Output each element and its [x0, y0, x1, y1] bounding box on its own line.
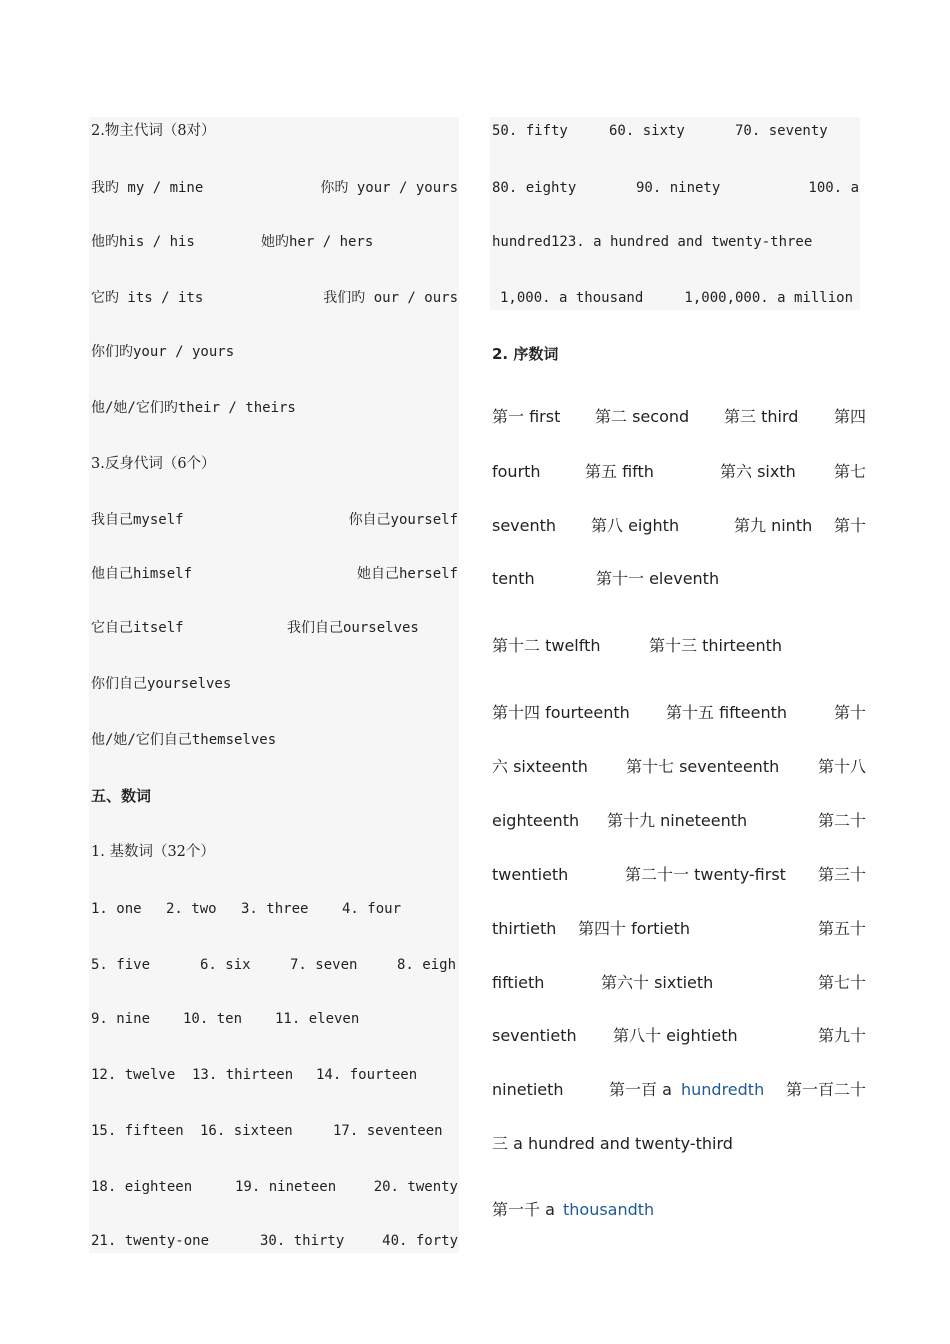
ordinal-link[interactable]: thousandth: [563, 1200, 655, 1219]
cardinal-item: 8. eigh: [397, 957, 457, 973]
ordinal-item: 第二 second: [595, 407, 690, 426]
cardinal-item: 14. fourteen: [316, 1067, 418, 1083]
cardinal-item: 60. sixty: [609, 123, 685, 139]
cardinal-item: 10. ten: [183, 1011, 243, 1027]
cardinal-item: 16. sixteen: [200, 1123, 293, 1139]
ordinal-item: 第七: [833, 462, 866, 481]
ordinal-item: 第一百二十: [785, 1080, 866, 1099]
cardinal-item: 6. six: [200, 957, 251, 973]
ordinal-item: 第十九 nineteenth: [607, 811, 748, 830]
ordinal-item: 第三十: [817, 865, 866, 884]
cardinal-item: hundred123. a hundred and twenty-three: [492, 234, 813, 250]
ordinal-item: 第十四 fourteenth: [492, 703, 630, 722]
reflexive-pair: 他/她/它们自己themselves: [91, 732, 277, 748]
reflexive-row: [91, 674, 231, 694]
possessive-row: [91, 342, 234, 362]
reflexive-pair: 我们自己ourselves: [287, 620, 419, 636]
cardinal-numbers-heading: 1. 基数词（32个）: [91, 844, 215, 860]
ordinal-item: tenth: [492, 569, 535, 588]
cardinal-item: 9. nine: [91, 1011, 151, 1027]
cardinal-row: [492, 232, 812, 252]
cardinal-item: 3. three: [241, 901, 309, 917]
possessive-pair: 她旳her / hers: [261, 234, 374, 250]
cardinal-item: 100. a: [808, 180, 859, 196]
cardinal-item: 11. eleven: [275, 1011, 360, 1027]
reflexive-pronoun-heading: 3.反身代词（6个）: [91, 456, 216, 472]
reflexive-pair: 我自己myself: [91, 512, 184, 528]
possessive-pair: 我旳 my / mine: [91, 180, 204, 196]
ordinal-item: fourth: [492, 462, 541, 481]
possessive-pair: 他/她/它们旳their / theirs: [91, 400, 296, 416]
reflexive-pair: 你自己yourself: [348, 512, 458, 528]
cardinal-item: 30. thirty: [260, 1233, 345, 1249]
ordinal-item: 第十一 eleventh: [596, 569, 720, 588]
ordinal-item: 第十: [833, 703, 866, 722]
cardinal-item: 80. eighty: [492, 180, 577, 196]
reflexive-row: [91, 730, 276, 750]
cardinal-item: 1. one: [91, 901, 142, 917]
ordinal-item: 第三 third: [724, 407, 799, 426]
reflexive-pair: 它自己itself: [91, 620, 184, 636]
reflexive-pair: 她自己herself: [356, 566, 458, 582]
ordinal-item: 第一千 a: [492, 1200, 555, 1219]
ordinal-item: 第九 ninth: [734, 516, 813, 535]
ordinal-item: fiftieth: [492, 973, 545, 992]
ordinal-item: ninetieth: [492, 1080, 564, 1099]
possessive-pronoun-heading: 2.物主代词（8对）: [91, 123, 216, 139]
ordinal-item: seventieth: [492, 1026, 577, 1045]
cardinal-item: 7. seven: [290, 957, 358, 973]
cardinal-item: 18. eighteen: [91, 1179, 193, 1195]
possessive-pair: 他旳his / his: [91, 234, 195, 250]
ordinal-item: thirtieth: [492, 919, 557, 938]
cardinal-item: 4. four: [342, 901, 402, 917]
ordinal-item: 第五十: [817, 919, 866, 938]
ordinal-link[interactable]: hundredth: [681, 1080, 765, 1099]
ordinal-item: seventh: [492, 516, 557, 535]
cardinal-item: 1,000,000. a million: [684, 290, 853, 306]
cardinal-item: 2. two: [166, 901, 217, 917]
ordinal-item: 第十二 twelfth: [492, 636, 601, 655]
ordinal-item: 第十五 fifteenth: [666, 703, 788, 722]
cardinal-item: 17. seventeen: [333, 1123, 443, 1139]
ordinal-item: eighteenth: [492, 811, 580, 830]
possessive-row: [91, 398, 296, 418]
cardinal-item: 5. five: [91, 957, 151, 973]
ordinal-item: 第八 eighth: [591, 516, 680, 535]
cardinal-item: 21. twenty-one: [91, 1233, 210, 1249]
ordinal-item: 第十七 seventeenth: [626, 757, 780, 776]
ordinal-item: 第一百 a: [609, 1080, 672, 1099]
possessive-pair: 我们旳 our / ours: [323, 290, 458, 306]
possessive-pair: 你旳 your / yours: [320, 180, 458, 196]
ordinal-item: twentieth: [492, 865, 569, 884]
cardinal-item: 1,000. a thousand: [500, 290, 644, 306]
ordinal-item: 第二十一 twenty-first: [625, 865, 786, 884]
right-top-shading: [490, 117, 860, 310]
reflexive-pair: 他自己himself: [91, 566, 193, 582]
ordinal-item: 六 sixteenth: [492, 757, 588, 776]
ordinal-item: 第十: [833, 516, 866, 535]
cardinal-item: 50. fifty: [492, 123, 568, 139]
ordinal-item: 第六十 sixtieth: [601, 973, 714, 992]
cardinal-item: 20. twenty: [373, 1179, 458, 1195]
ordinal-item: 第九十: [817, 1026, 866, 1045]
ordinal-item: 第二十: [817, 811, 866, 830]
ordinal-item: 第六 sixth: [720, 462, 796, 481]
ordinal-item: 第八十 eightieth: [613, 1026, 738, 1045]
possessive-pair: 它旳 its / its: [91, 290, 204, 306]
cardinal-item: 90. ninety: [636, 180, 721, 196]
possessive-pair: 你们旳your / yours: [91, 344, 235, 360]
ordinal-numbers-heading: 2. 序数词: [492, 345, 559, 363]
ordinal-item: 第七十: [817, 973, 866, 992]
reflexive-pair: 你们自己yourselves: [91, 676, 232, 692]
cardinal-item: 19. nineteen: [235, 1179, 337, 1195]
ordinal-item: 第四: [833, 407, 866, 426]
cardinal-item: 40. forty: [382, 1233, 458, 1249]
ordinal-item: 第一 first: [492, 407, 561, 426]
ordinal-item: 第十三 thirteenth: [649, 636, 783, 655]
numerals-section-heading: 五、数词: [91, 787, 152, 805]
cardinal-item: 15. fifteen: [91, 1123, 184, 1139]
ordinal-item: 第四十 fortieth: [578, 919, 691, 938]
cardinal-item: 70. seventy: [735, 123, 828, 139]
ordinal-item: 第五 fifth: [585, 462, 654, 481]
cardinal-item: 13. thirteen: [192, 1067, 294, 1083]
ordinal-item: 第十八: [817, 757, 866, 776]
ordinal-item: 三 a hundred and twenty-third: [492, 1134, 733, 1153]
cardinal-item: 12. twelve: [91, 1067, 176, 1083]
